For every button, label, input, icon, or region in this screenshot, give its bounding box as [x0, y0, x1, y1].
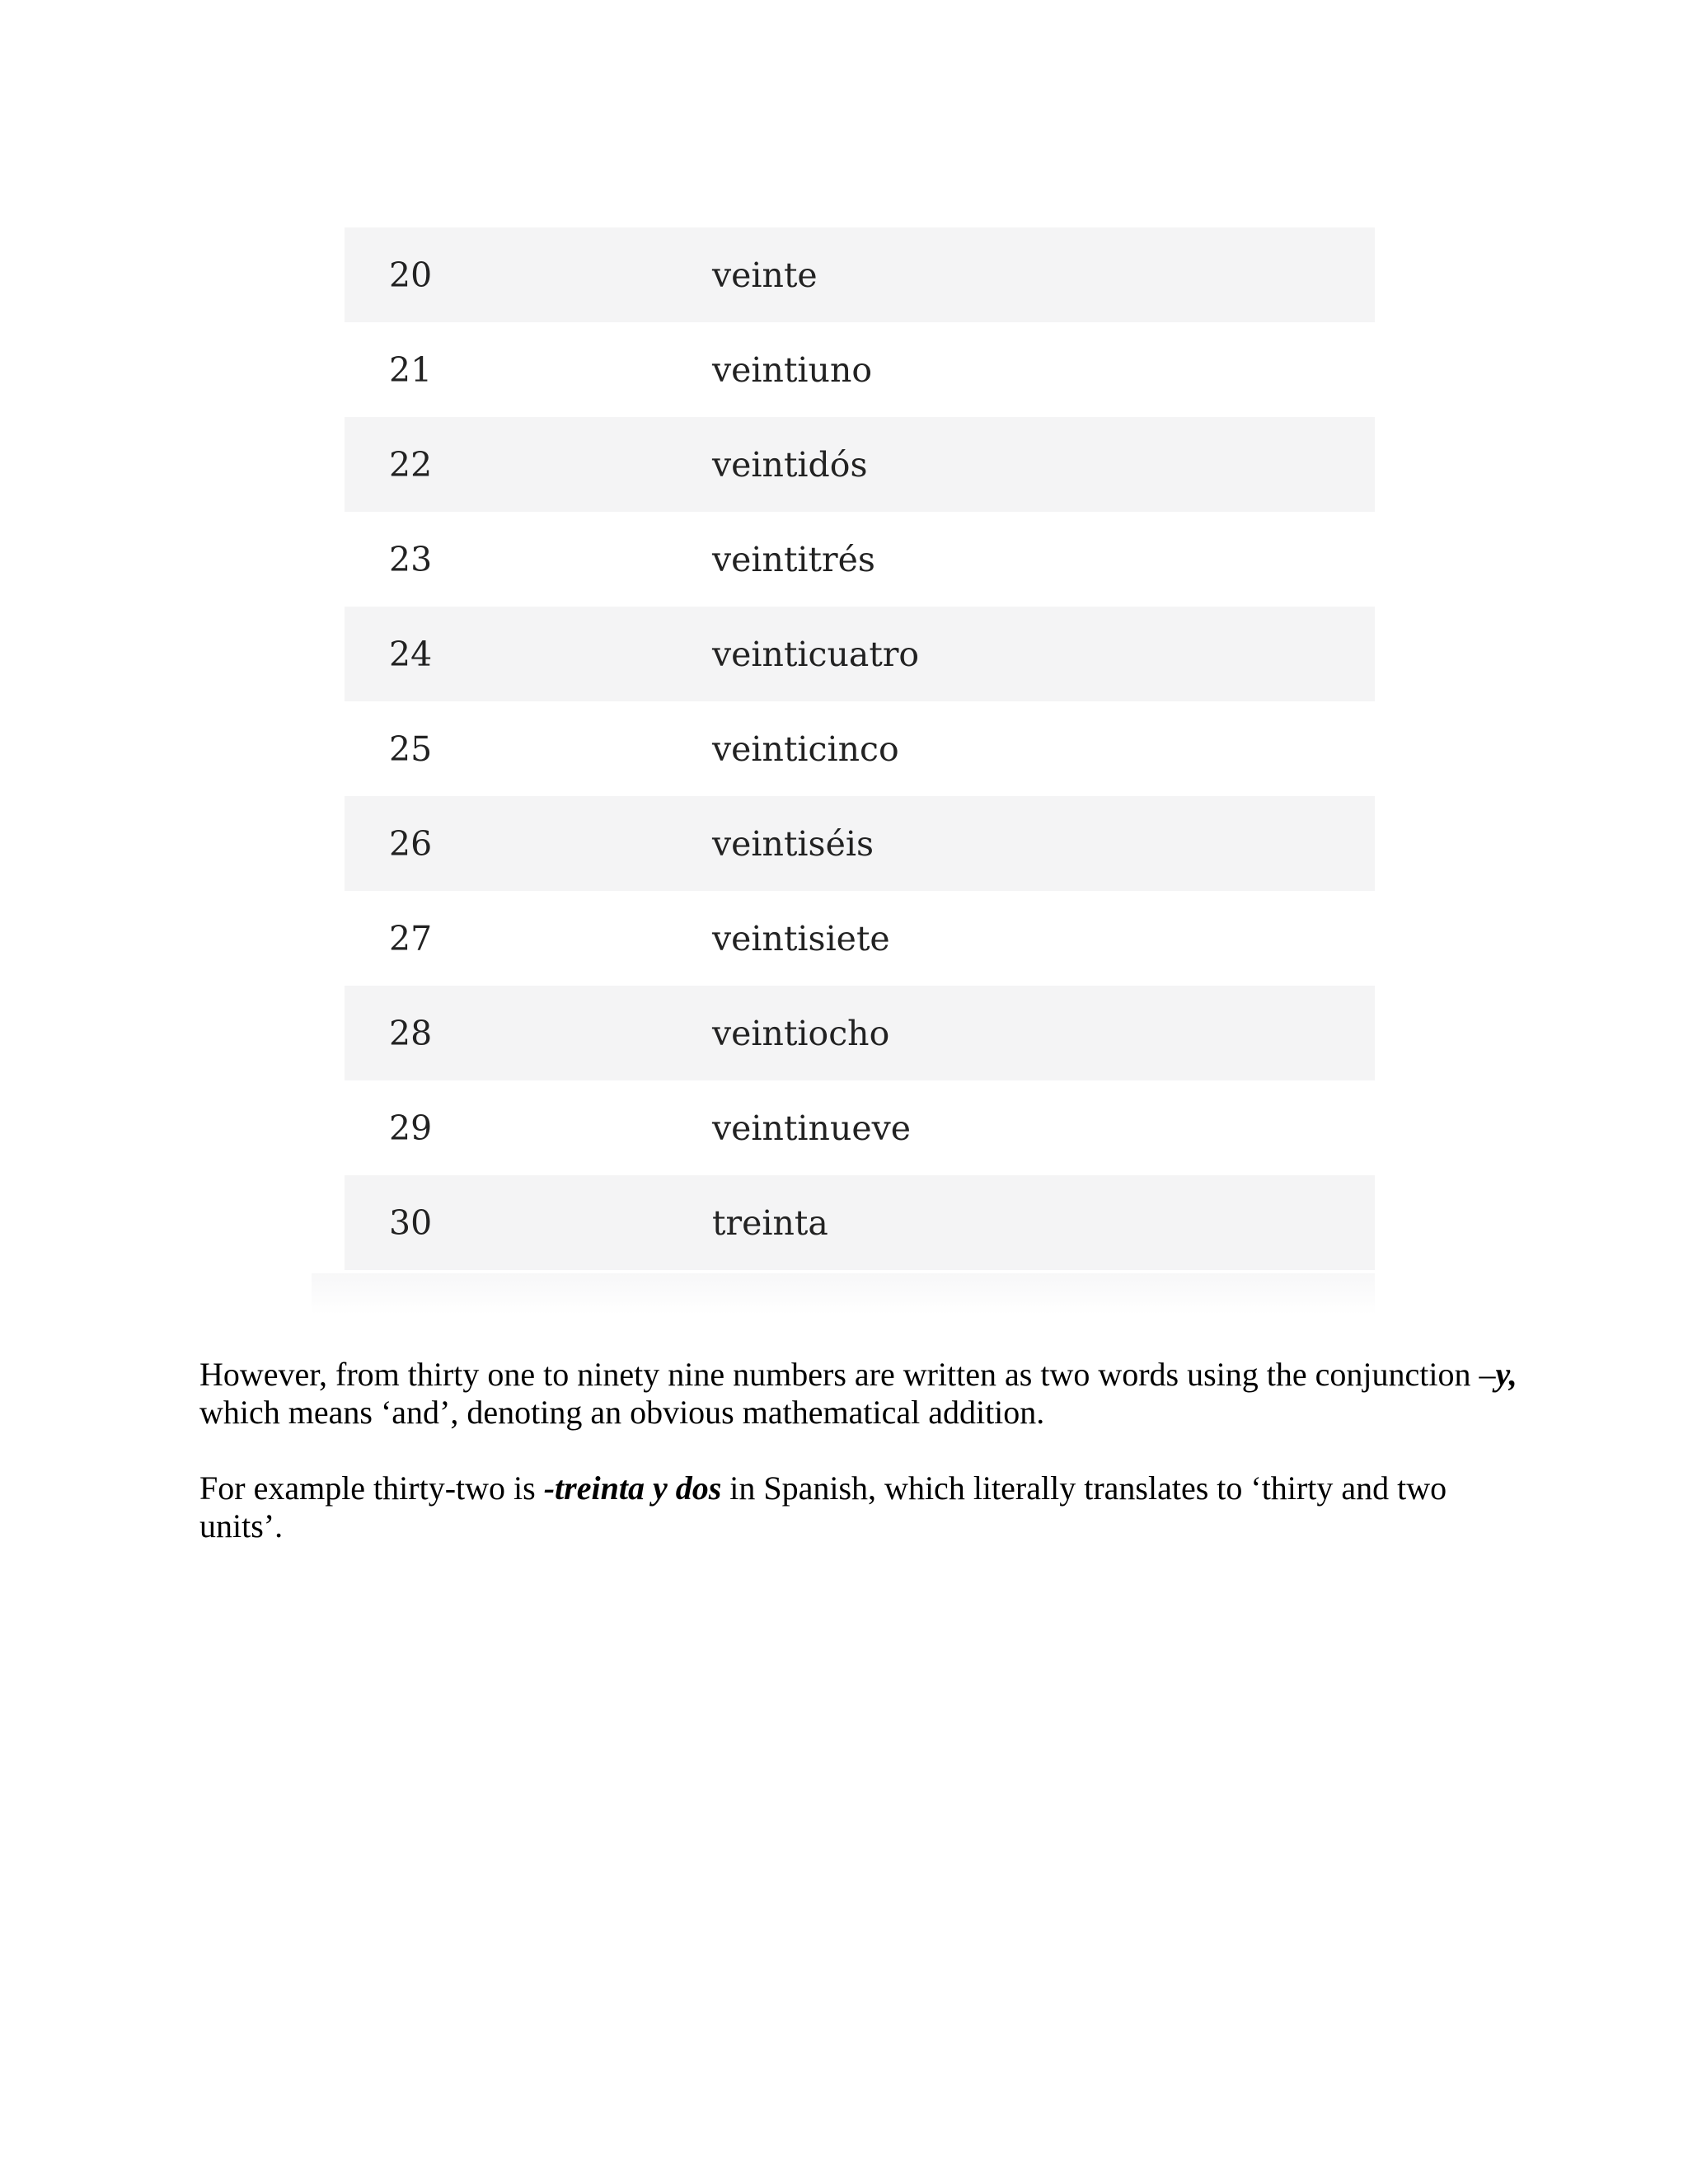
table-row [345, 701, 1375, 796]
table-row [345, 322, 1375, 417]
word-cell: veintitrés [712, 539, 875, 579]
table-row [345, 891, 1375, 986]
word-cell: veintiuno [712, 349, 873, 390]
numeral-cell: 25 [389, 729, 433, 769]
numeral-cell: 27 [389, 918, 433, 958]
word-cell: veinte [712, 255, 818, 295]
conjunction-term: y, [1495, 1356, 1517, 1393]
word-cell: treinta [712, 1202, 828, 1243]
paragraph-conjunction-rule [199, 1356, 1535, 1432]
word-cell: veintiocho [712, 1013, 890, 1053]
word-cell: veintidós [712, 444, 868, 485]
numeral-cell: 23 [389, 539, 433, 579]
paragraph-text: which means ‘and’, denoting an obvious mathematical addition. [199, 1394, 1045, 1431]
numeral-cell: 29 [389, 1108, 433, 1148]
table-row [345, 607, 1375, 701]
example-term: -treinta y dos [543, 1469, 722, 1507]
word-cell: veintinueve [712, 1108, 912, 1148]
word-cell: veinticuatro [712, 634, 920, 674]
numeral-cell: 30 [389, 1202, 433, 1243]
table-row [345, 986, 1375, 1080]
numeral-cell: 21 [389, 349, 433, 390]
paragraph-text: in Spanish, which literally translates to ‘thirty and two units’. [199, 1469, 1447, 1544]
spanish-numbers-table [345, 227, 1375, 1270]
table-row [345, 227, 1375, 322]
numeral-cell: 22 [389, 444, 433, 485]
paragraph-example [199, 1469, 1535, 1545]
numeral-cell: 24 [389, 634, 433, 674]
numeral-cell: 28 [389, 1013, 433, 1053]
word-cell: veintiséis [712, 823, 874, 864]
numeral-cell: 20 [389, 255, 433, 295]
table-row [345, 1080, 1375, 1175]
word-cell: veinticinco [712, 729, 899, 769]
table-row [345, 512, 1375, 607]
table-row [345, 1175, 1375, 1270]
table-row [345, 417, 1375, 512]
table-bottom-shadow [312, 1273, 1375, 1315]
paragraph-text: For example thirty-two is [199, 1469, 544, 1507]
word-cell: veintisiete [712, 918, 890, 958]
table-row [345, 796, 1375, 891]
paragraph-text: However, from thirty one to ninety nine numbers are written as two words using the conjunction – [199, 1356, 1496, 1393]
numeral-cell: 26 [389, 823, 433, 864]
